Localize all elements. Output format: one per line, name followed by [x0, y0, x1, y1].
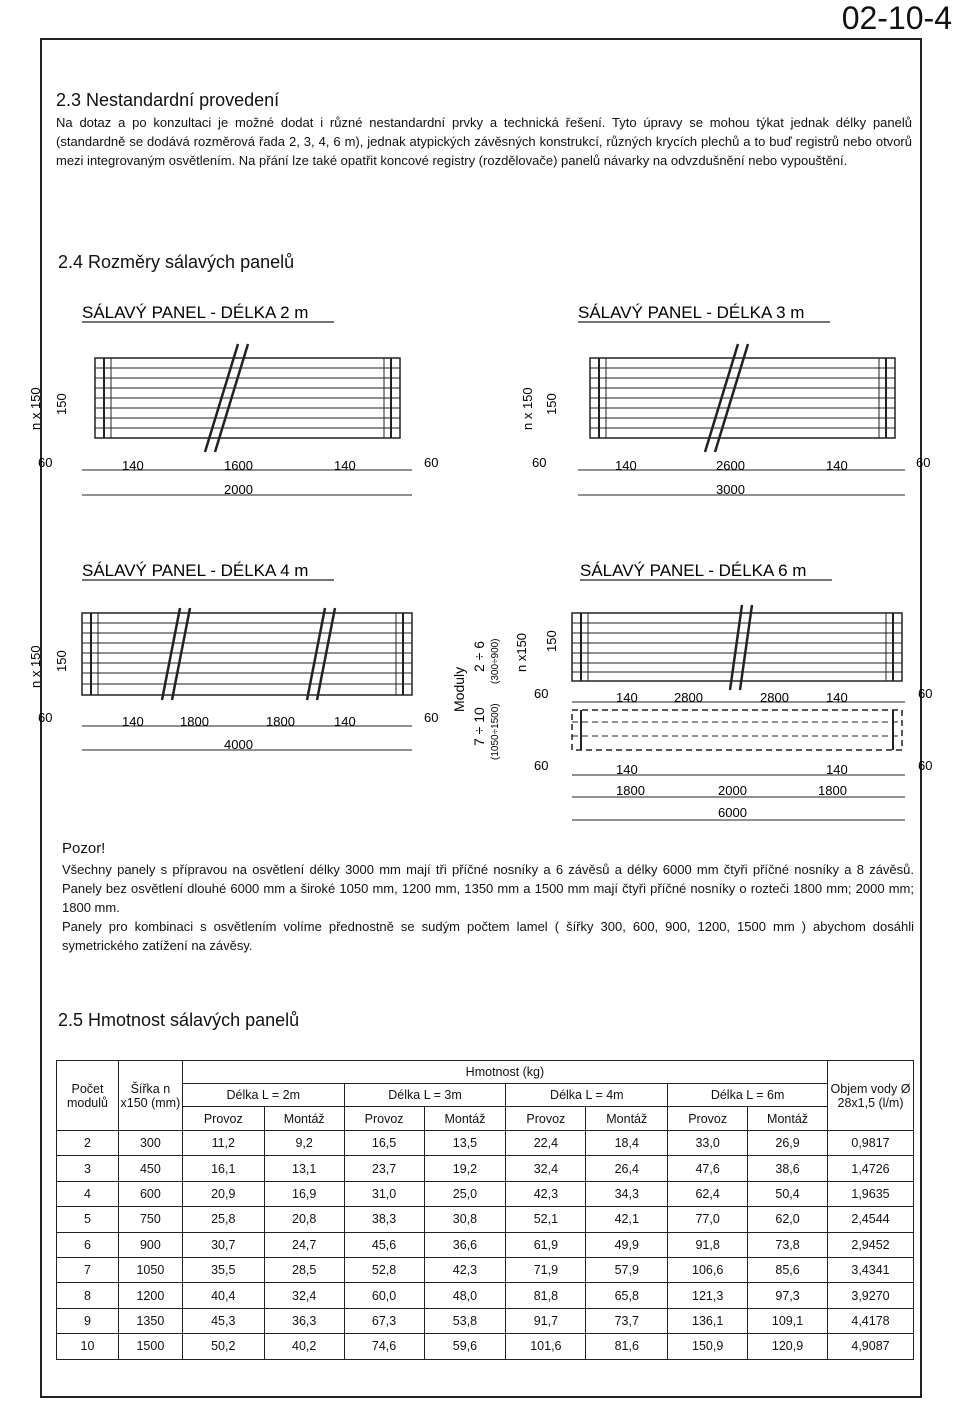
notice-text-1: Všechny panely s přípravou na osvětlení délky 3000 mm mají tři příčné nosníky a 6 závěsů a délky 6000 mm čtyři příčné nosníky a 8 závěsů. Panely bez osvětlení dlouhé 6000 mm a široké 1050 mm, 1200 mm, 1350 mm a 1500 mm mají čtyři příčné nosníky o rozteči 1800 mm; 2000 mm; 1800 mm.: [62, 862, 914, 915]
table-cell: 38,6: [748, 1156, 828, 1181]
panel-drawing-4m: [82, 608, 412, 700]
table-cell: 3: [57, 1156, 119, 1181]
panel-4m-end-right: 60: [424, 710, 439, 725]
table-cell: 97,3: [748, 1283, 828, 1308]
table-cell: 47,6: [668, 1156, 748, 1181]
table-row: [57, 1257, 914, 1282]
table-cell: 11,2: [182, 1131, 264, 1156]
table-cell: 48,0: [424, 1283, 506, 1308]
table-cell: 2,9452: [828, 1232, 914, 1257]
table-cell: 52,1: [506, 1207, 586, 1232]
table-row: [57, 1181, 914, 1206]
table-cell: 42,3: [506, 1181, 586, 1206]
table-row: [57, 1207, 914, 1232]
table-cell: 52,8: [344, 1257, 424, 1282]
section-title-dimensions: 2.4 Rozměry sálavých panelů: [58, 252, 295, 272]
panel-drawing-2m: [95, 344, 400, 452]
table-cell: 62,4: [668, 1181, 748, 1206]
table-cell: 26,4: [586, 1156, 668, 1181]
header-water-volume: Objem vody Ø 28x1,5 (l/m): [828, 1061, 914, 1131]
header-sub: Provoz: [668, 1107, 748, 1131]
header-sub: Provoz: [344, 1107, 424, 1131]
table-cell: 120,9: [748, 1334, 828, 1359]
table-cell: 31,0: [344, 1181, 424, 1206]
page-code: 02-10-4: [841, 0, 952, 36]
panel-2m-offset-right: 140: [334, 458, 356, 473]
table-row: [57, 1131, 914, 1156]
table-cell: 150,9: [668, 1334, 748, 1359]
header-sub: Provoz: [506, 1107, 586, 1131]
table-cell: 5: [57, 1207, 119, 1232]
table-cell: 600: [118, 1181, 182, 1206]
panel-title-2m: SÁLAVÝ PANEL - DÉLKA 2 m: [82, 303, 309, 322]
panel-3m-height-label: n x 150: [520, 387, 535, 430]
panel-2m-middle: 1600: [224, 458, 253, 473]
panel-2m-end-right: 60: [424, 455, 439, 470]
table-cell: 91,8: [668, 1232, 748, 1257]
section-title-mass: 2.5 Hmotnost sálavých panelů: [58, 1010, 300, 1030]
table-cell: 1,9635: [828, 1181, 914, 1206]
table-cell: 13,1: [264, 1156, 344, 1181]
panel-4m-total: 4000: [224, 737, 253, 752]
panel-6m-top-offset-left: 140: [616, 690, 638, 705]
table-cell: 2: [57, 1131, 119, 1156]
table-row: [57, 1232, 914, 1257]
panel-2m-height-label: n x 150: [28, 387, 43, 430]
modules-top-width: (300÷900): [490, 638, 501, 684]
panel-title-3m: SÁLAVÝ PANEL - DÉLKA 3 m: [578, 303, 805, 322]
panel-4m-offset-left: 140: [122, 714, 144, 729]
table-cell: 85,6: [748, 1257, 828, 1282]
table-cell: 77,0: [668, 1207, 748, 1232]
table-cell: 4,4178: [828, 1308, 914, 1333]
table-cell: 900: [118, 1232, 182, 1257]
panel-3m-end-right: 60: [916, 455, 931, 470]
modules-bottom-width: (1050÷1500): [490, 703, 501, 760]
header-sub: Montáž: [264, 1107, 344, 1131]
mass-table: [56, 1060, 914, 1360]
table-cell: 91,7: [506, 1308, 586, 1333]
panel-6m-height-label: n x150: [514, 632, 529, 672]
table-cell: 32,4: [506, 1156, 586, 1181]
table-cell: 38,3: [344, 1207, 424, 1232]
panel-6m-total: 6000: [718, 805, 747, 820]
panel-4m-offset-right: 140: [334, 714, 356, 729]
table-cell: 136,1: [668, 1308, 748, 1333]
table-row: [57, 1283, 914, 1308]
table-cell: 4: [57, 1181, 119, 1206]
table-cell: 32,4: [264, 1283, 344, 1308]
table-cell: 25,0: [424, 1181, 506, 1206]
panel-6m-top-end-left: 60: [534, 686, 549, 701]
panel-title-4m: SÁLAVÝ PANEL - DÉLKA 4 m: [82, 561, 309, 580]
table-cell: 61,9: [506, 1232, 586, 1257]
modules-top-range: 2 ÷ 6: [471, 640, 487, 672]
panel-3m-middle: 2600: [716, 458, 745, 473]
header-mass: Hmotnost (kg): [182, 1061, 827, 1084]
table-cell: 3,9270: [828, 1283, 914, 1308]
panel-6m-top-middle-a: 2800: [674, 690, 703, 705]
panel-3m-offset-left: 140: [615, 458, 637, 473]
table-cell: 34,3: [586, 1181, 668, 1206]
panel-4m-middle-a: 1800: [180, 714, 209, 729]
header-width: Šířka n x150 (mm): [118, 1061, 182, 1131]
table-row: [57, 1156, 914, 1181]
table-cell: 81,6: [586, 1334, 668, 1359]
table-cell: 109,1: [748, 1308, 828, 1333]
table-cell: 28,5: [264, 1257, 344, 1282]
table-cell: 2,4544: [828, 1207, 914, 1232]
table-cell: 35,5: [182, 1257, 264, 1282]
table-cell: 19,2: [424, 1156, 506, 1181]
panel-3m-pitch: 150: [544, 393, 559, 415]
header-modules: Počet modulů: [57, 1061, 119, 1131]
panel-6m-top-end-right: 60: [918, 686, 933, 701]
table-cell: 750: [118, 1207, 182, 1232]
table-cell: 73,7: [586, 1308, 668, 1333]
table-cell: 1050: [118, 1257, 182, 1282]
table-cell: 13,5: [424, 1131, 506, 1156]
table-cell: 4,9087: [828, 1334, 914, 1359]
table-cell: 16,1: [182, 1156, 264, 1181]
table-cell: 71,9: [506, 1257, 586, 1282]
table-cell: 36,6: [424, 1232, 506, 1257]
panel-title-6m: SÁLAVÝ PANEL - DÉLKA 6 m: [580, 561, 807, 580]
panel-2m-pitch: 150: [54, 393, 69, 415]
table-cell: 23,7: [344, 1156, 424, 1181]
table-cell: 18,4: [586, 1131, 668, 1156]
table-cell: 106,6: [668, 1257, 748, 1282]
panel-drawing-3m: [590, 344, 895, 452]
table-cell: 9: [57, 1308, 119, 1333]
table-cell: 0,9817: [828, 1131, 914, 1156]
panel-4m-height-label: n x 150: [28, 645, 43, 688]
notice-text-2: Panely pro kombinaci s osvětlením volíme přednostně se sudým počtem lamel ( šířky 300, 600, 900, 1200, 1500 mm ) abychom dosáhli symetrického zatížení na závěsy.: [62, 919, 914, 953]
panel-6m-bottom-offset-right: 140: [826, 762, 848, 777]
header-length-2m: Délka L = 2m: [182, 1084, 344, 1107]
panel-3m-offset-right: 140: [826, 458, 848, 473]
panel-drawing-6m: [572, 605, 902, 750]
table-cell: 62,0: [748, 1207, 828, 1232]
table-cell: 10: [57, 1334, 119, 1359]
table-cell: 9,2: [264, 1131, 344, 1156]
table-cell: 121,3: [668, 1283, 748, 1308]
table-cell: 30,7: [182, 1232, 264, 1257]
table-cell: 101,6: [506, 1334, 586, 1359]
table-cell: 1,4726: [828, 1156, 914, 1181]
panel-6m-bottom-segment-c: 1800: [818, 783, 847, 798]
table-cell: 25,8: [182, 1207, 264, 1232]
table-cell: 57,9: [586, 1257, 668, 1282]
panel-6m-bottom-segment-a: 1800: [616, 783, 645, 798]
table-cell: 1500: [118, 1334, 182, 1359]
table-cell: 50,2: [182, 1334, 264, 1359]
header-sub: Provoz: [182, 1107, 264, 1131]
table-cell: 42,1: [586, 1207, 668, 1232]
panel-2m-end-left: 60: [38, 455, 53, 470]
table-cell: 45,3: [182, 1308, 264, 1333]
table-cell: 3,4341: [828, 1257, 914, 1282]
table-row: [57, 1334, 914, 1359]
table-cell: 24,7: [264, 1232, 344, 1257]
table-cell: 36,3: [264, 1308, 344, 1333]
table-cell: 16,9: [264, 1181, 344, 1206]
table-cell: 73,8: [748, 1232, 828, 1257]
panel-6m-bottom-end-left: 60: [534, 758, 549, 773]
header-sub: Montáž: [748, 1107, 828, 1131]
table-cell: 42,3: [424, 1257, 506, 1282]
panel-6m-bottom-segment-b: 2000: [718, 783, 747, 798]
table-cell: 50,4: [748, 1181, 828, 1206]
modules-label: Moduly: [451, 666, 467, 712]
table-cell: 45,6: [344, 1232, 424, 1257]
table-cell: 60,0: [344, 1283, 424, 1308]
table-cell: 20,9: [182, 1181, 264, 1206]
table-cell: 22,4: [506, 1131, 586, 1156]
table-cell: 53,8: [424, 1308, 506, 1333]
mass-table-body: [57, 1131, 914, 1360]
header-length-6m: Délka L = 6m: [668, 1084, 828, 1107]
table-cell: 450: [118, 1156, 182, 1181]
table-cell: 26,9: [748, 1131, 828, 1156]
modules-bottom-range: 7 ÷ 10: [471, 707, 487, 746]
table-cell: 33,0: [668, 1131, 748, 1156]
table-cell: 1200: [118, 1283, 182, 1308]
table-cell: 67,3: [344, 1308, 424, 1333]
panel-6m-top-offset-right: 140: [826, 690, 848, 705]
table-cell: 59,6: [424, 1334, 506, 1359]
panel-6m-top-middle-b: 2800: [760, 690, 789, 705]
table-cell: 40,2: [264, 1334, 344, 1359]
table-cell: 6: [57, 1232, 119, 1257]
table-cell: 74,6: [344, 1334, 424, 1359]
section-title-nonstandard: 2.3 Nestandardní provedení: [56, 90, 280, 110]
panel-4m-pitch: 150: [54, 650, 69, 672]
table-cell: 65,8: [586, 1283, 668, 1308]
table-cell: 30,8: [424, 1207, 506, 1232]
table-cell: 300: [118, 1131, 182, 1156]
panel-2m-total: 2000: [224, 482, 253, 497]
table-cell: 1350: [118, 1308, 182, 1333]
table-cell: 40,4: [182, 1283, 264, 1308]
header-sub: Montáž: [424, 1107, 506, 1131]
panel-4m-end-left: 60: [38, 710, 53, 725]
header-sub: Montáž: [586, 1107, 668, 1131]
table-cell: 16,5: [344, 1131, 424, 1156]
table-cell: 7: [57, 1257, 119, 1282]
table-cell: 8: [57, 1283, 119, 1308]
panel-6m-bottom-offset-left: 140: [616, 762, 638, 777]
table-cell: 49,9: [586, 1232, 668, 1257]
header-length-3m: Délka L = 3m: [344, 1084, 506, 1107]
panel-3m-end-left: 60: [532, 455, 547, 470]
table-cell: 81,8: [506, 1283, 586, 1308]
table-cell: 20,8: [264, 1207, 344, 1232]
header-length-4m: Délka L = 4m: [506, 1084, 668, 1107]
panel-6m-pitch: 150: [544, 630, 559, 652]
panel-3m-total: 3000: [716, 482, 745, 497]
panel-2m-offset-left: 140: [122, 458, 144, 473]
section-text-nonstandard: Na dotaz a po konzultaci je možné dodat i různé nestandardní prvky a technická řešení. Tyto úpravy se mohou týkat jednak délky panelů (standardně se dodává rozměrová řada 2, 3, 4, 6 m), jednak atypických závěsných konstrukcí, různých krycích plechů a to buď registrů nebo otvorů mezi integrovaným osvětlením. Na přání lze také opatřit koncové registry (rozdělovače) panelů návarky na odvzdušnění nebo vypouštění.: [56, 115, 912, 168]
panel-6m-bottom-end-right: 60: [918, 758, 933, 773]
table-row: [57, 1308, 914, 1333]
panel-4m-middle-b: 1800: [266, 714, 295, 729]
notice-title: Pozor!: [62, 840, 106, 857]
